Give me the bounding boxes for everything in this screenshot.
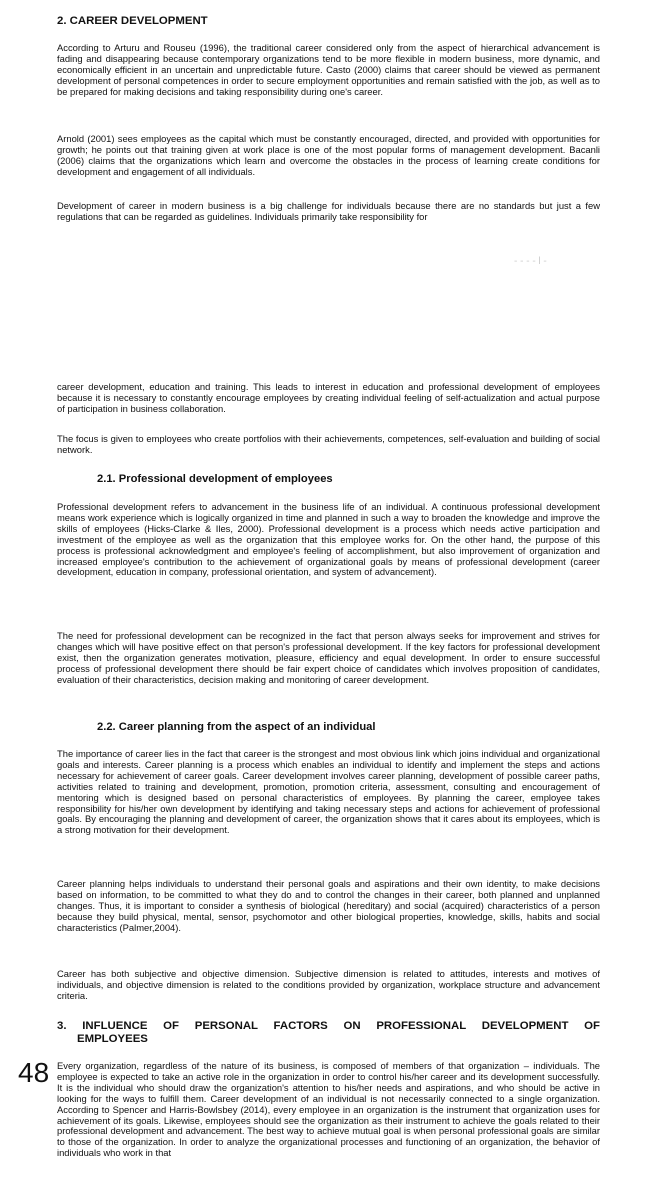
paragraph-career-1: According to Arturu and Rouseu (1996), the traditional career considered only from the aspect of hierarchical advancement is fading and disappearing because contemporary organizations tend to be more flexible in modern business, more dynamic, and economically efficient in an uncertain and unpredictable future. Casto (2000) claims that career should be viewed as permanent development of personal competences in order to secure employment opportunities and remain satisfied with the job, as well as to be prepared for making decisions and taking responsibility during one's career. (57, 42, 600, 97)
paragraph-career-5: The focus is given to employees who create portfolios with their achievements, competences, self-evaluation and building of social network. (57, 433, 600, 455)
section-heading-line-1: 3. INFLUENCE OF PERSONAL FACTORS ON PROFESSIONAL DEVELOPMENT OF (57, 1020, 600, 1032)
scan-artifact: - - - - l - (514, 256, 547, 267)
page-number: 48 (18, 1057, 50, 1088)
section-heading-line-2: EMPLOYEES (77, 1033, 148, 1045)
paragraph-planning-2: Career planning helps individuals to understand their personal goals and aspirations and their own identity, to make decisions based on information, to be committed to what they do and to control the changes in their career, both planned and unplanned changes. Thus, it is important to consider a synthesis of biological (hereditary) and social (acquired) characteristics of a person because they build physical, mental, sensor, psychomotor and other biological properties, knowledge, skills, habits and social characteristics (Palmer,2004). (57, 878, 600, 933)
paragraph-planning-1: The importance of career lies in the fact that career is the strongest and most obvious link which joins individual and organizational goals and interests. Career planning is a process which enables an individual to identify and implement the steps and actions necessary for achievement of career goals. Career development involves career planning, development of possible career paths, activities related to training and development, promotion, promotion criteria, assessment, consulting and encouragement of mentoring which is designed based on personal characteristics of employees. By planning the career, employee takes responsibility for his/her own development by identifying and taking necessary steps and actions for achievement of professional goals. By encouraging the planning and development of career, the organization shows that it cares about its employees, which is a strong motivation for their development. (57, 748, 600, 836)
section-heading-career-development: 2. CAREER DEVELOPMENT (57, 15, 208, 27)
paragraph-career-4: career development, education and training. This leads to interest in education and professional development of employees because it is necessary to constantly encourage employees by creating individual feeling of self-actualization and actual purpose of participation in business collaboration. (57, 381, 600, 414)
paragraph-career-2: Arnold (2001) sees employees as the capital which must be constantly encouraged, directed, and provided with opportunities for growth; he points out that training given at work place is one of the most popular forms of management development. Bacanli (2006) claims that the organizations which learn and overcome the obstacles in the process of learning create conditions for development and engagement of all individuals. (57, 133, 600, 177)
section-heading-personal-factors (57, 1020, 600, 1046)
paragraph-professional-1: Professional development refers to advancement in the business life of an individual. A continuous professional development means work experience which is logically organized in time and planned in such a way to broaden the knowledge and improve the skills of employees (Hicks-Clarke & Iles, 2000). Professional development is a process which needs active participation and investment of the employee as well as the organization that this employee works for. On the other hand, the purpose of this process is professional acknowledgment and employee's feeling of accomplishment, but also improvement of organization and increased employee's contribution to the achievement of organizational goals by means of professional development (career development, education in company, professional orientation, and system of advancement). (57, 501, 600, 578)
paragraph-professional-2: The need for professional development can be recognized in the fact that person always seeks for improvement and strives for changes which will have positive effect on that person's professional development. If the key factors for professional development exist, then the organization generates motivation, pleasure, efficiency and equal development. In order to ensure successful process of professional development there should be fair expert choice of candidates which involves proposition of candidates, evaluation of their characteristics, decision making and monitoring of career development. (57, 630, 600, 685)
paragraph-planning-3: Career has both subjective and objective dimension. Subjective dimension is related to attitudes, interests and motives of individuals, and objective dimension is related to the conditions provided by organization, workplace structure and advancement criteria. (57, 968, 600, 1001)
paragraph-personal-factors-1: Every organization, regardless of the nature of its business, is composed of members of that organization – individuals. The employee is expected to take an active role in the organization in order to control his/her career and its development successfully. It is the individual who should draw the organization's attention to his/her needs and aspirations, and who should be active in looking for the ways to fulfill them. Career development of an individual is not necessarily connected to a single organization. According to Spencer and Harris-Bowlsbey (2014), every employee in an organization is the instrument that organization uses for achievement of its goals. Likewise, employees should see the organization as their instrument to achieve the goals related to their professional development and advancement. The best way to achieve mutual goal is when personal professional goals are similar to those of the organization. In order to analyze the organizational processes and functioning of an organization, the behavior of individuals who work in that (57, 1060, 600, 1159)
subsection-heading-career-planning: 2.2. Career planning from the aspect of an individual (97, 721, 376, 733)
subsection-heading-professional-development: 2.1. Professional development of employees (97, 473, 333, 485)
paragraph-career-3: Development of career in modern business is a big challenge for individuals because there are no standards but just a few regulations that can be regarded as guidelines. Individuals primarily take responsibility for (57, 200, 600, 222)
